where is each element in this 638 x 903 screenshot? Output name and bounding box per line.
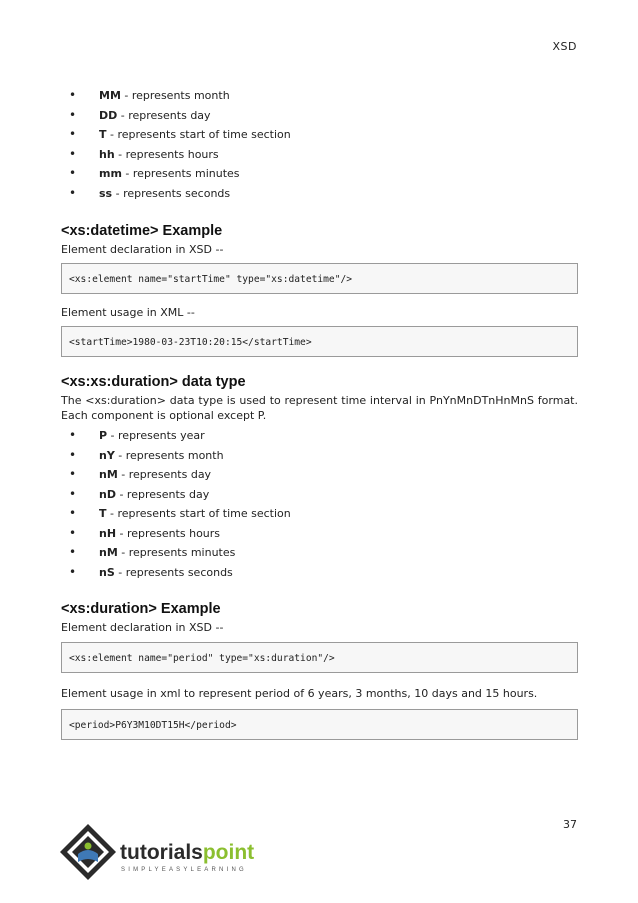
list-item-description: - represents year bbox=[107, 429, 205, 442]
logo-diamond-icon bbox=[60, 824, 116, 880]
list-item-term: hh bbox=[99, 147, 115, 161]
list-item bbox=[61, 543, 578, 563]
list-item-term: mm bbox=[99, 167, 122, 180]
duration-type-description: The <xs:duration> data type is used to represent time interval in PnYnMnDTnHnMnS format. Each component is optional except P. bbox=[61, 394, 578, 422]
duration-decl-label: Element declaration in XSD -- bbox=[61, 621, 224, 634]
logo-wordmark-accent: point bbox=[202, 841, 255, 864]
list-item-term: T bbox=[99, 128, 107, 141]
duration-components-list bbox=[61, 426, 578, 582]
list-item-description: - represents day bbox=[115, 487, 210, 501]
datetime-example-heading: <xs:datetime> Example bbox=[61, 223, 223, 239]
logo-wordmark: tutorials bbox=[120, 841, 203, 864]
datetime-decl-code: <xs:element name="startTime" type="xs:datetime"/> bbox=[61, 263, 578, 294]
list-item-term: nM bbox=[99, 546, 118, 559]
svg-text:tutorialspoint bbox=[120, 841, 254, 864]
list-item-term: P bbox=[99, 429, 108, 442]
page-number: 37 bbox=[563, 818, 577, 831]
list-item-description: - represents seconds bbox=[114, 565, 233, 579]
list-item bbox=[61, 426, 578, 446]
list-item-term: nM bbox=[99, 468, 118, 481]
list-item-term: DD bbox=[99, 108, 118, 122]
list-item bbox=[61, 446, 578, 466]
duration-usage-label: Element usage in xml to represent period of 6 years, 3 months, 10 days and 15 hours. bbox=[61, 687, 538, 700]
list-item-description: - represents start of time section bbox=[106, 507, 291, 520]
list-item bbox=[61, 563, 578, 583]
list-item-description: - represents minutes bbox=[121, 167, 240, 180]
list-item-description: - represents seconds bbox=[112, 186, 231, 200]
page-content bbox=[61, 86, 578, 740]
list-item-term: nH bbox=[99, 526, 117, 540]
list-item bbox=[61, 86, 578, 106]
datetime-decl-label: Element declaration in XSD -- bbox=[61, 243, 224, 256]
duration-type-heading: <xs:xs:duration> data type bbox=[61, 374, 246, 390]
list-item-term: nD bbox=[99, 487, 116, 501]
list-item bbox=[61, 504, 578, 524]
list-item-description: - represents day bbox=[117, 108, 211, 122]
datetime-usage-label: Element usage in XML -- bbox=[61, 306, 195, 319]
datetime-usage-code: <startTime>1980-03-23T10:20:15</startTime> bbox=[61, 326, 578, 357]
list-item-term: ss bbox=[99, 186, 113, 200]
list-item bbox=[61, 184, 578, 204]
list-item-term: nY bbox=[99, 448, 115, 462]
time-components-list bbox=[61, 86, 578, 203]
duration-decl-code: <xs:element name="period" type="xs:duration"/> bbox=[61, 642, 578, 673]
list-item-term: T bbox=[99, 507, 107, 520]
list-item bbox=[61, 106, 578, 126]
list-item-term: nS bbox=[99, 565, 115, 579]
list-item-description: - represents minutes bbox=[117, 546, 236, 559]
list-item-description: - represents hours bbox=[116, 526, 221, 540]
list-item-description: - represents start of time section bbox=[106, 128, 291, 141]
list-item-description: - represents hours bbox=[114, 147, 219, 161]
list-item-description: - represents day bbox=[117, 468, 212, 481]
tutorialspoint-logo bbox=[58, 822, 268, 882]
list-item bbox=[61, 125, 578, 145]
list-item bbox=[61, 485, 578, 505]
list-item bbox=[61, 465, 578, 485]
list-item-description: - represents month bbox=[120, 89, 230, 102]
duration-usage-code: <period>P6Y3M10DT15H</period> bbox=[61, 709, 578, 740]
logo-tagline: SIMPLYEASYLEARNING bbox=[121, 867, 247, 873]
list-item bbox=[61, 524, 578, 544]
list-item bbox=[61, 145, 578, 165]
list-item-term: MM bbox=[99, 89, 121, 102]
list-item-description: - represents month bbox=[114, 448, 224, 462]
list-item bbox=[61, 164, 578, 184]
duration-example-heading: <xs:duration> Example bbox=[61, 601, 221, 617]
running-header: XSD bbox=[552, 40, 577, 53]
